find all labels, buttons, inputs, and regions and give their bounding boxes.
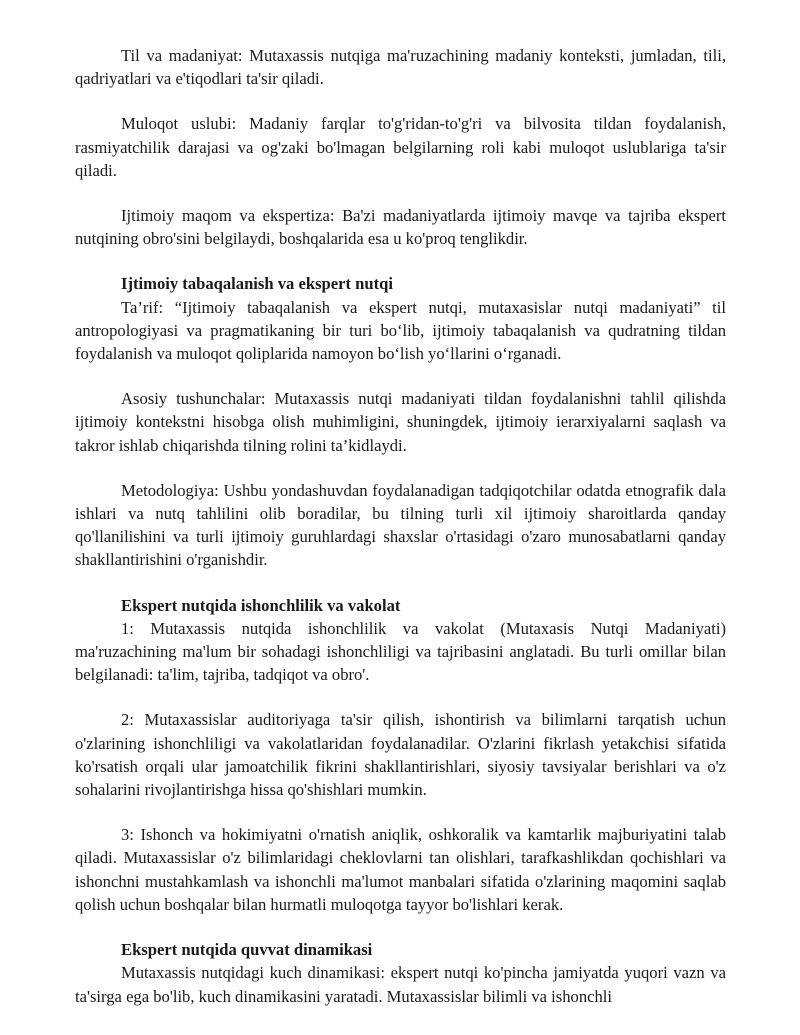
paragraph-definition: Ta’rif: “Ijtimoiy tabaqalanish va ekspert nutqi, mutaxasislar nutqi madaniyati” til antropologiyasi va pragmatikaning bir turi bo‘lib, ijtimoiy tabaqalanish va qudratning tildan foydalanish va muloqot qoliplarida namoyon bo‘lish yo‘llarini o‘rganadi. (75, 297, 726, 364)
paragraph-key-concepts: Asosiy tushunchalar: Mutaxassis nutqi madaniyati tildan foydalanishni tahlil qilishda ijtimoiy kontekstni hisobga olish muhimligini, shuningdek, ijtimoiy ierarxiyalarni saqlash va takror ishlab chiqarishda tilning rolini ta’kidlaydi. (75, 389, 726, 455)
paragraph-language-culture: Til va madaniyat: Mutaxassis nutqiga ma'ruzachining madaniy konteksti, jumladan, tili, qadriyatlari va e'tiqodlari ta'sir qiladi. (75, 46, 726, 89)
paragraph-methodology: Metodologiya: Ushbu yondashuvdan foydalanadigan tadqiqotchilar odatda etnografik dala ishlari va nutq tahlilini olib boradilar, bu tilning turli xil ijtimoiy sharoitlarda qanday qo'llanilishini va turli ijtimoiy guruhlardagi shaxslar o'rtasidagi o'zaro munosabatlarni qanday shakllantirishini o'rganishdir. (75, 480, 726, 570)
paragraph-social-status: Ijtimoiy maqom va ekspertiza: Ba'zi madaniyatlarda ijtimoiy mavqe va tajriba ekspert nutqining obro'sini belgilaydi, boshqalarida esa u ko'proq tenglikdir. (75, 206, 726, 249)
section-heading-power-dynamics: Ekspert nutqida quvvat dinamikasi (121, 940, 373, 960)
paragraph-power-dynamics: Mutaxassis nutqidagi kuch dinamikasi: ekspert nutqi ko'pincha jamiyatda yuqori vazn va ta'sirga ega bo'lib, kuch dinamikasini yaratadi. Mutaxassislar bilimli va ishonchli (75, 963, 726, 1006)
section-heading-credibility-authority: Ekspert nutqida ishonchlilik va vakolat (121, 595, 401, 615)
paragraph-point-3: 3: Ishonch va hokimiyatni o'rnatish aniqlik, oshkoralik va kamtarlik majburiyatini talab qiladi. Mutaxassislar o'z bilimlaridagi cheklovlarni tan olishlari, tarafkashlikdan qochishlari va ishonchni mustahkamlash va ishonchli ma'lumot manbalari sifatida o'zlarining maqomini saqlab qolish uchun boshqalar bilan hurmatli muloqotga tayyor bo'lishlari kerak. (75, 825, 726, 914)
paragraph-point-1: 1: Mutaxassis nutqida ishonchlilik va vakolat (Mutaxasis Nutqi Madaniyati) ma'ruzachining ma'lum bir sohadagi ishonchliligi va tajribasini anglatadi. Bu turli omillar bilan belgilanadi: ta'lim, tajriba, tadqiqot va obro'. (75, 618, 726, 685)
section-heading-social-stratification: Ijtimoiy tabaqalanish va ekspert nutqi (121, 274, 393, 294)
paragraph-point-2: 2: Mutaxassislar auditoriyaga ta'sir qilish, ishontirish va bilimlarni tarqatish uchun o'zlarining ishonchliligi va vakolatlaridan foydalanadilar. O'zlarini fikrlash yetakchisi sifatida ko'rsatish orqali ular jamoatchilik fikrini shakllantirishlari, siyosiy tavsiyalar berishlari va o'z sohalarini rivojlantirishga hissa qo'shishlari mumkin. (75, 710, 726, 800)
paragraph-communication-style: Muloqot uslubi: Madaniy farqlar to'g'ridan-to'g'ri va bilvosita tildan foydalanish, rasmiyatchilik darajasi va og'zaki bo'lmagan belgilarning roli kabi muloqot uslublariga ta'sir qiladi. (75, 114, 726, 180)
